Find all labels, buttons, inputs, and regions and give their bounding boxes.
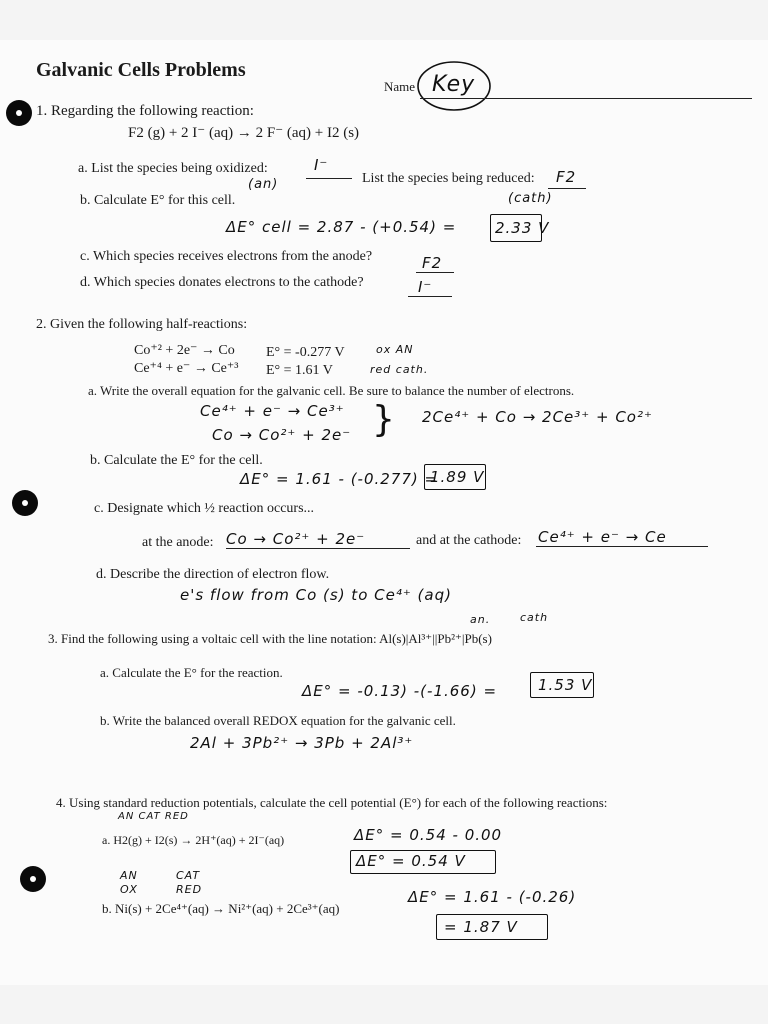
q1a-answer: I⁻ <box>314 156 329 174</box>
q2-prompt: 2. Given the following half-reactions: <box>36 317 248 332</box>
q4b-answer: = 1.87 V <box>444 918 518 936</box>
q4b-note-ox: OX <box>120 883 138 896</box>
q3-note-an: an. <box>470 613 491 626</box>
q4b-note-red: RED <box>176 883 203 896</box>
name-value: Key <box>432 72 476 97</box>
q2-half2-note: red cath. <box>370 363 429 376</box>
q3a-answer: 1.53 V <box>538 676 593 694</box>
q4a-label: a. H2(g) + I2(s) → 2H⁺(aq) + 2I⁻(aq) <box>102 833 285 847</box>
q4b-work: ΔE° = 1.61 - (-0.26) <box>408 888 577 906</box>
q3-prompt: 3. Find the following using a voltaic cell with the line notation: Al(s)|Al³⁺||Pb²⁺|Pb(s) <box>48 631 492 646</box>
q2-cathode-underline <box>536 546 708 547</box>
q1-reaction: F2 (g) + 2 I⁻ (aq) → 2 F⁻ (aq) + I2 (s) <box>128 125 360 141</box>
q1b-work: ΔE° cell = 2.87 - (+0.54) = <box>226 218 457 236</box>
q2b-answer: 1.89 V <box>430 468 485 486</box>
bullet-icon <box>12 490 38 516</box>
brace-icon: } <box>372 399 396 440</box>
name-underline <box>420 98 752 99</box>
q1a-label: a. List the species being oxidized: <box>78 161 268 176</box>
q2-anode-underline <box>226 548 410 549</box>
page-title: Galvanic Cells Problems <box>36 59 246 81</box>
q2a-answer: 2Ce⁴⁺ + Co → 2Ce³⁺ + Co²⁺ <box>422 408 653 426</box>
q2-half1: Co⁺² + 2e⁻ → Co <box>134 343 235 358</box>
q3b-label: b. Write the balanced overall REDOX equation for the galvanic cell. <box>100 713 456 728</box>
q4a-answer: ΔE° = 0.54 V <box>356 852 466 870</box>
q1d-underline <box>408 296 452 297</box>
q1a2-label: List the species being reduced: <box>362 171 535 186</box>
q3a-label: a. Calculate the E° for the reaction. <box>100 665 283 680</box>
q2-half1-note: ox AN <box>376 343 414 356</box>
q1c-underline <box>416 272 454 273</box>
q2-half1-e: E° = -0.277 V <box>266 345 345 360</box>
q1c-answer: F2 <box>422 254 443 272</box>
q1a-note: (an) <box>248 177 279 192</box>
q3a-work: ΔE° = -0.13) -(-1.66) = <box>302 682 498 700</box>
q2a-work1: Ce⁴⁺ + e⁻ → Ce³⁺ <box>200 402 345 420</box>
q4-prompt: 4. Using standard reduction potentials, calculate the cell potential (E°) for each of the following reactions: <box>56 795 608 810</box>
q2d-label: d. Describe the direction of electron flow. <box>96 567 330 582</box>
name-circle-icon <box>414 58 494 114</box>
q1b-label: b. Calculate E° for this cell. <box>80 193 236 208</box>
q1a2-answer: F2 <box>556 168 577 186</box>
q2d-answer: e's flow from Co (s) to Ce⁴⁺ (aq) <box>180 586 452 604</box>
q2-anode-answer: Co → Co²⁺ + 2e⁻ <box>226 530 366 548</box>
q2c-label: c. Designate which ½ reaction occurs... <box>94 501 315 516</box>
q2-anode-label: at the anode: <box>142 535 214 550</box>
q1a2-note: (cath) <box>508 191 553 206</box>
q1d-answer: I⁻ <box>418 278 433 296</box>
q3b-answer: 2Al + 3Pb²⁺ → 3Pb + 2Al³⁺ <box>190 734 414 752</box>
q4b-note-cat: CAT <box>176 869 201 882</box>
q2-half2-e: E° = 1.61 V <box>266 363 333 378</box>
q4a-work: ΔE° = 0.54 - 0.00 <box>354 826 503 844</box>
bullet-icon <box>20 866 46 892</box>
q2b-work: ΔE° = 1.61 - (-0.277) = <box>240 470 439 488</box>
q1a2-underline <box>548 188 586 189</box>
q1-prompt: 1. Regarding the following reaction: <box>36 103 254 119</box>
q2a-label: a. Write the overall equation for the galvanic cell. Be sure to balance the number of electrons. <box>88 383 575 398</box>
bullet-icon <box>6 100 32 126</box>
q2-cathode-label: and at the cathode: <box>416 533 522 548</box>
name-label: Name <box>384 79 416 94</box>
q1a-underline <box>306 178 352 179</box>
q2a-work2: Co → Co²⁺ + 2e⁻ <box>212 426 352 444</box>
q3-note-cath: cath <box>520 611 549 624</box>
q4b-label: b. Ni(s) + 2Ce⁴⁺(aq) → Ni²⁺(aq) + 2Ce³⁺(aq) <box>102 901 340 916</box>
q4a-notes: AN CAT RED <box>118 811 189 822</box>
q2-cathode-answer: Ce⁴⁺ + e⁻ → Ce <box>538 528 667 546</box>
q1c-label: c. Which species receives electrons from the anode? <box>80 249 373 264</box>
q1d-label: d. Which species donates electrons to the cathode? <box>80 275 364 290</box>
q2-half2: Ce⁺⁴ + e⁻ → Ce⁺³ <box>134 361 239 376</box>
q2b-label: b. Calculate the E° for the cell. <box>90 453 263 468</box>
q1b-answer: 2.33 V <box>495 219 550 237</box>
q4b-note-an: AN <box>120 869 138 882</box>
